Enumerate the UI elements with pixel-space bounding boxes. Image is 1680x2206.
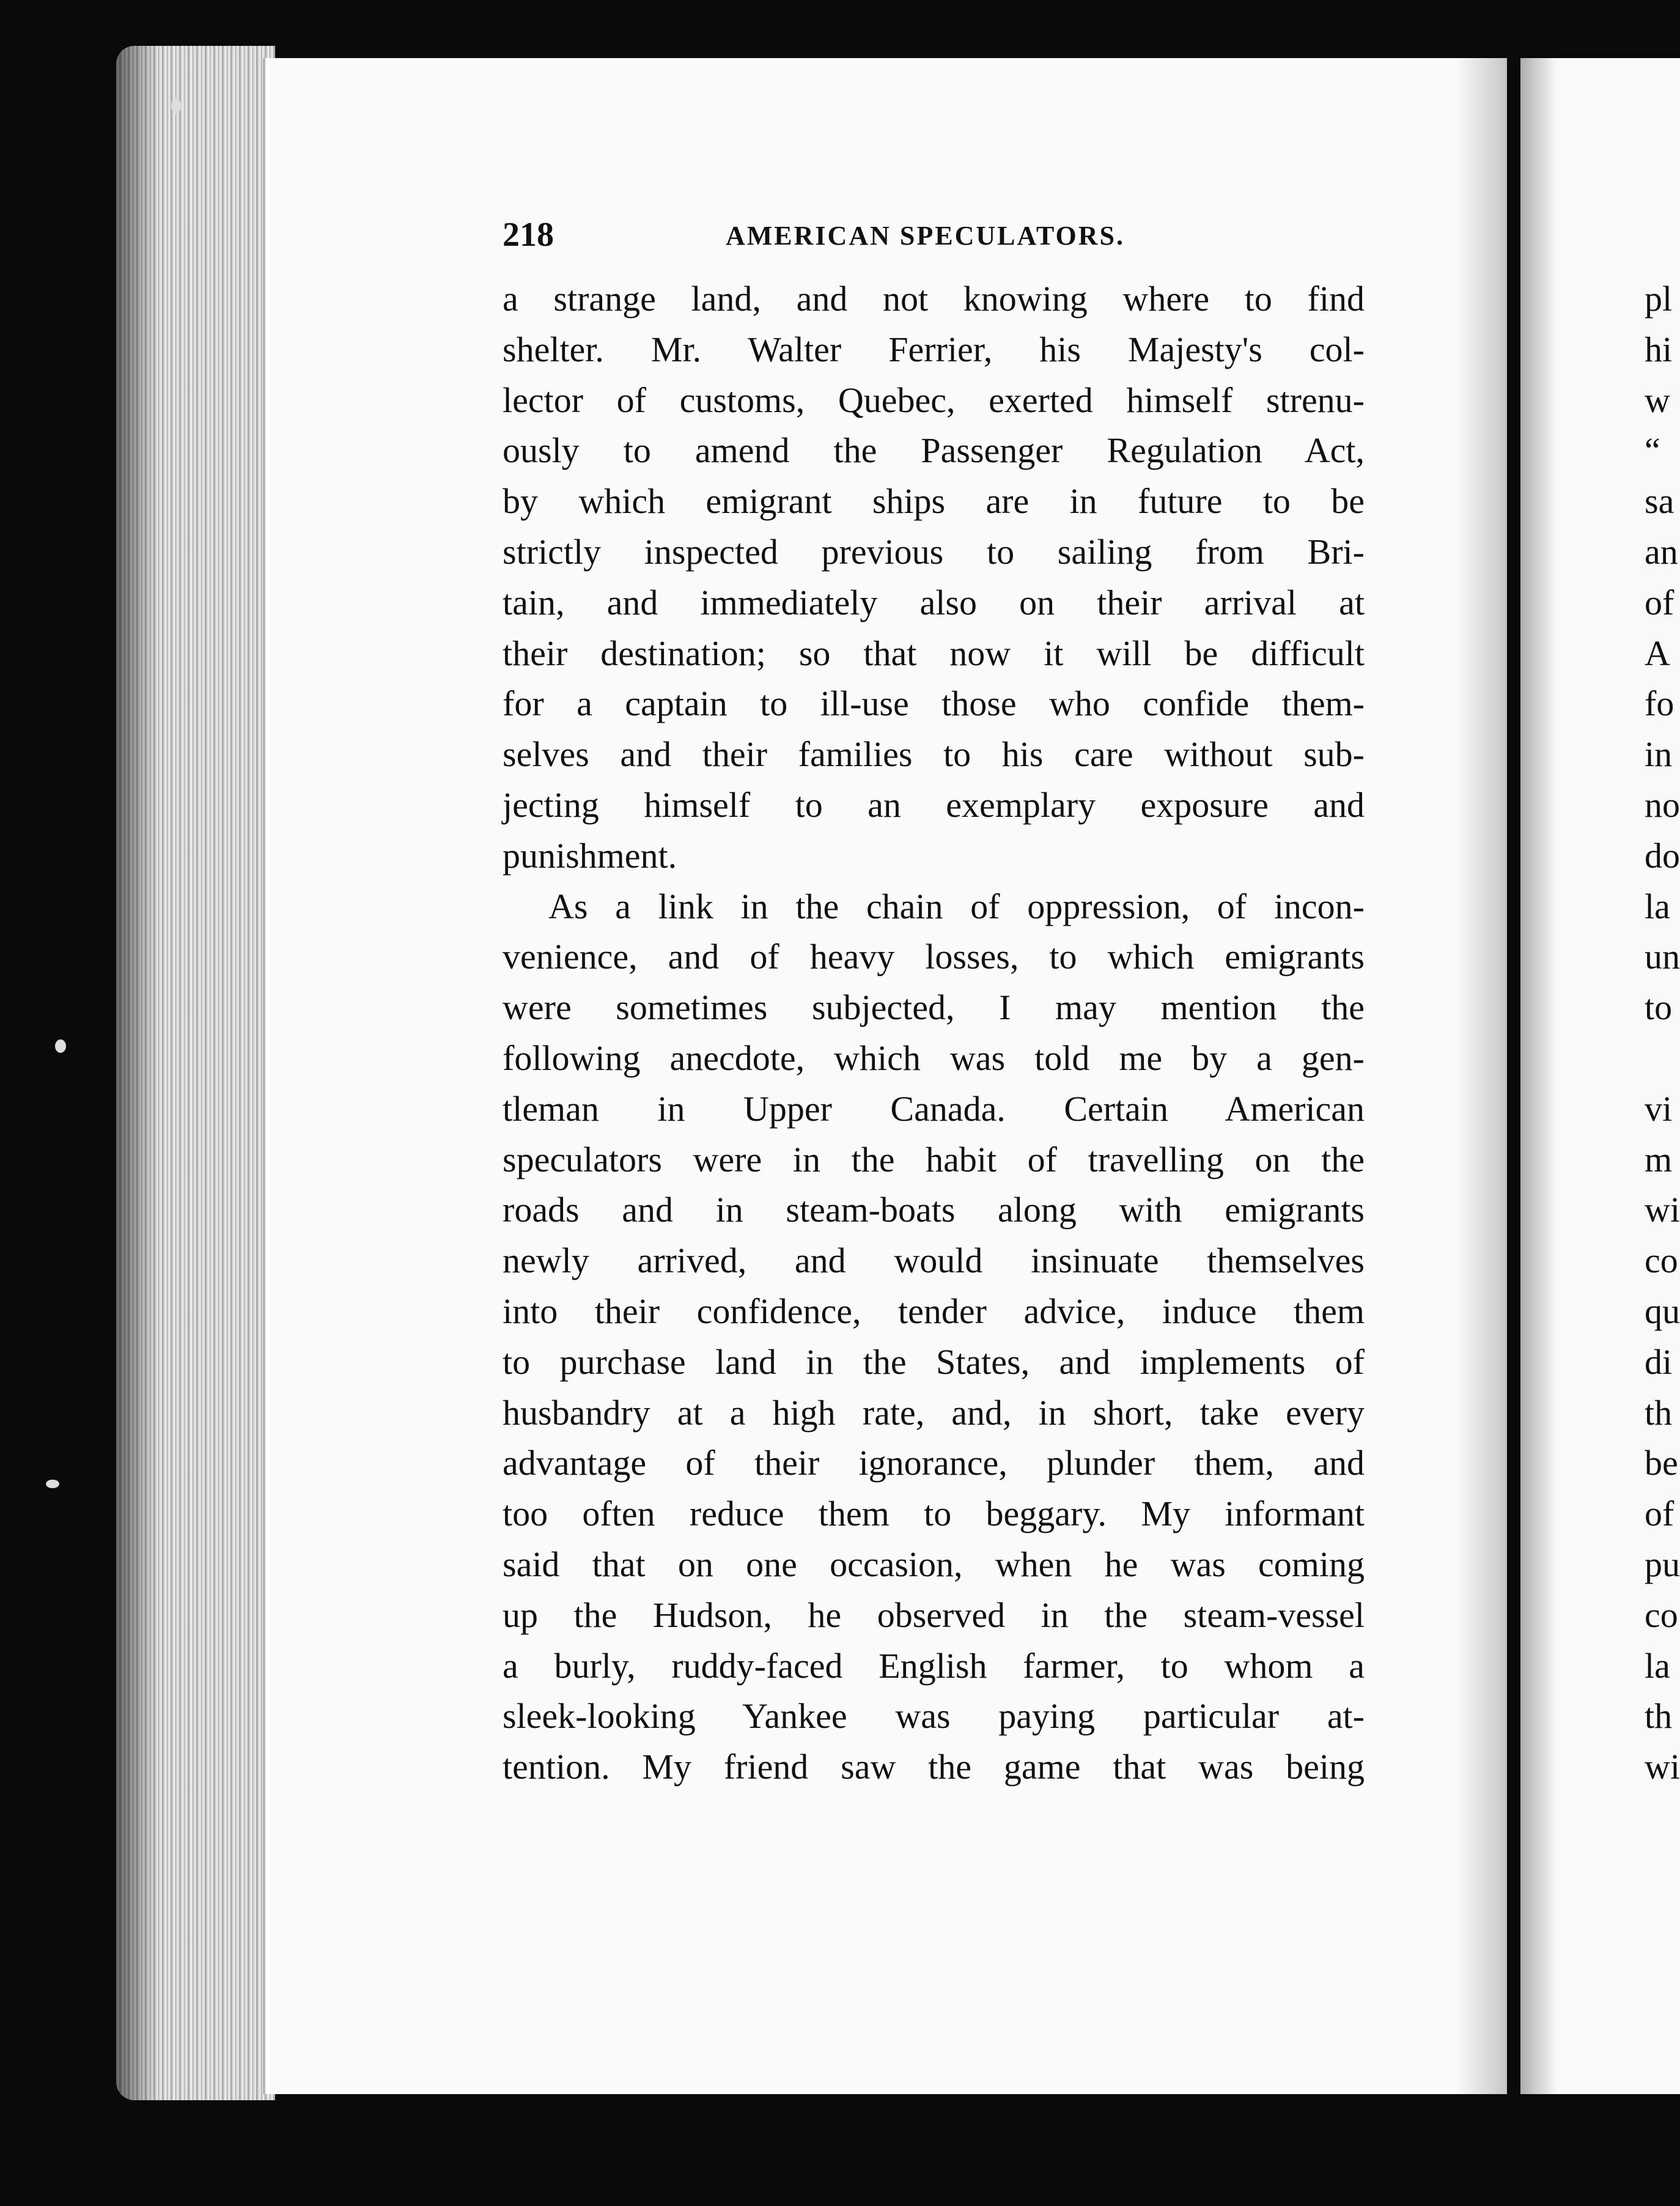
text-line: up the Hudson, he observed in the steam-vessel [503,1595,1365,1635]
facing-page-fragment: an [1645,531,1678,572]
text-line: sleek-looking Yankee was paying particular at- [503,1696,1365,1736]
facing-page-fragment: be [1645,1443,1678,1483]
book-gutter [1507,58,1520,2094]
text-line: a burly, ruddy-faced English farmer, to whom a [503,1645,1365,1686]
facing-page-fragment: no [1645,784,1680,825]
facing-page-text [1645,274,1680,1793]
text-line: jecting himself to an exemplary exposure and [503,784,1365,825]
text-line: tleman in Upper Canada. Certain American [503,1088,1365,1129]
facing-page-fragment: pl [1645,279,1673,319]
text-line: husbandry at a high rate, and, in short, take every [503,1392,1365,1433]
facing-page-fragment: wi [1645,1190,1680,1230]
text-line: ously to amend the Passenger Regulation Act, [503,430,1365,471]
facing-page-fragment: th [1645,1392,1673,1433]
facing-page-fragment: un [1645,937,1680,977]
facing-page-fragment: th [1645,1696,1673,1736]
text-line: too often reduce them to beggary. My informant [503,1494,1365,1534]
facing-page-fragment: qu [1645,1291,1680,1331]
facing-page-fragment: co [1645,1595,1678,1635]
facing-page-fragment: in [1645,734,1673,775]
text-line: advantage of their ignorance, plunder them, and [503,1443,1365,1483]
text-line: punishment. [503,835,677,876]
paragraph [503,274,1365,882]
scan-speck [46,1480,59,1488]
text-line: As a link in the chain of oppression, of incon- [548,886,1365,926]
facing-page-fragment: co [1645,1241,1678,1281]
facing-page-fragment: wi [1645,1747,1680,1787]
text-line: speculators were in the habit of travelling on the [503,1139,1365,1179]
facing-page-fragment: of [1645,1494,1674,1534]
facing-page-fragment: m [1645,1139,1673,1179]
facing-page-fragment: la [1645,886,1670,926]
text-line: their destination; so that now it will be difficult [503,633,1365,673]
page-number: 218 [503,216,554,254]
paragraph [503,882,1365,1793]
facing-page-fragment: A [1645,633,1670,673]
text-line: were sometimes subjected, I may mention the [503,987,1365,1028]
text-line: to purchase land in the States, and implements of [503,1341,1365,1382]
text-line: strictly inspected previous to sailing from Bri- [503,531,1365,572]
facing-page-fragment: “ [1645,430,1660,471]
text-line: into their confidence, tender advice, induce them [503,1291,1365,1331]
facing-page-fragment: la [1645,1645,1670,1686]
page-header [503,215,1371,258]
facing-page-fragment: fo [1645,684,1674,724]
facing-page-fragment: di [1645,1341,1673,1382]
text-line: roads and in steam-boats along with emigrants [503,1190,1365,1230]
facing-page-fragment: pu [1645,1544,1680,1584]
text-line: for a captain to ill-use those who confide them- [503,684,1365,724]
facing-page-fragment: w [1645,380,1670,420]
text-line: lector of customs, Quebec, exerted himself strenu- [503,380,1365,420]
facing-page-fragment: sa [1645,481,1674,522]
page-edges-shadow [116,46,159,2100]
text-line: venience, and of heavy losses, to which emigrants [503,937,1365,977]
text-line: selves and their families to his care without sub- [503,734,1365,775]
scan-speck [55,1039,66,1053]
text-line: following anecdote, which was told me by a gen- [503,1038,1365,1078]
text-line: a strange land, and not knowing where to find [503,279,1365,319]
facing-page-fragment: hi [1645,329,1673,369]
facing-page-fragment [1645,1033,1680,1084]
text-line: by which emigrant ships are in future to be [503,481,1365,522]
text-line: newly arrived, and would insinuate themselves [503,1241,1365,1281]
body-text [503,274,1365,1793]
text-line: tention. My friend saw the game that was being [503,1747,1365,1787]
scan-speck [171,98,181,114]
facing-page-fragment: to [1645,987,1673,1028]
text-line: tain, and immediately also on their arrival at [503,582,1365,622]
text-line: shelter. Mr. Walter Ferrier, his Majesty's col- [503,329,1365,369]
facing-page-fragment: vi [1645,1088,1673,1129]
facing-page-fragment: of [1645,582,1674,622]
text-line: said that on one occasion, when he was coming [503,1544,1365,1584]
running-head: AMERICAN SPECULATORS. [726,221,1126,251]
facing-page-fragment: do [1645,835,1680,876]
